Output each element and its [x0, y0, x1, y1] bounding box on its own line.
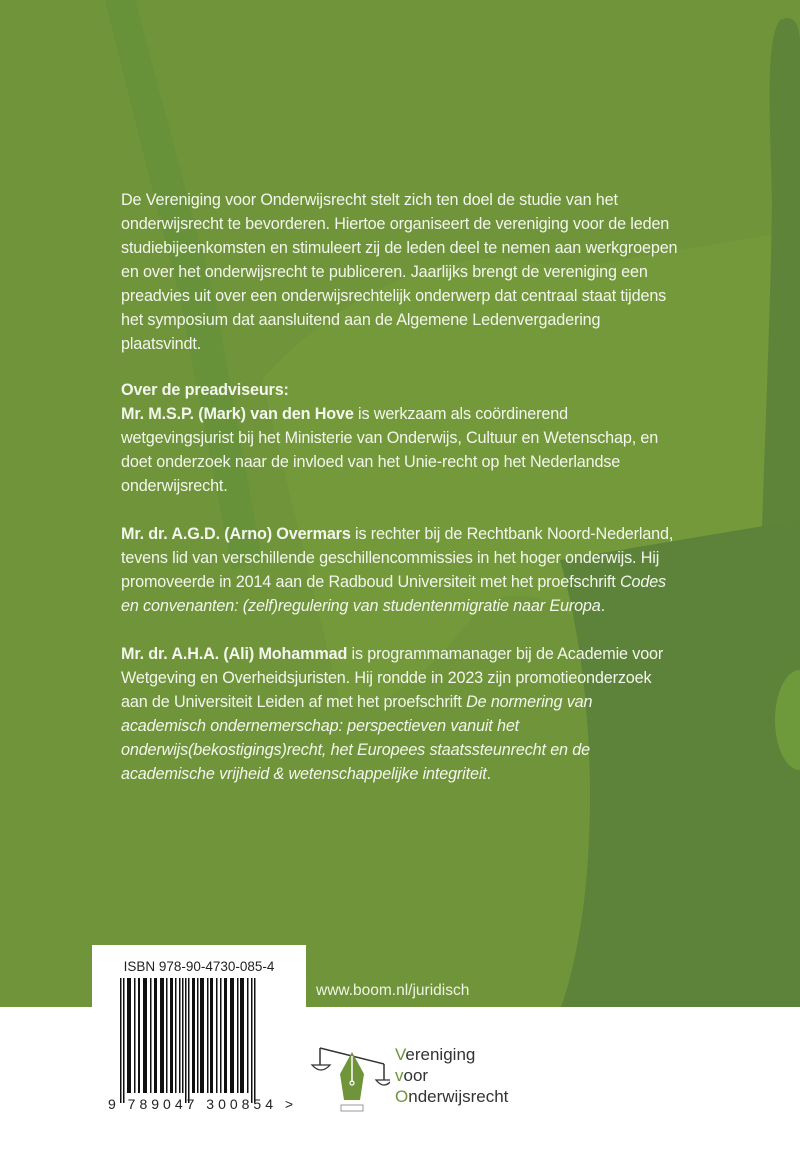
- barcode-digits: 9 789047 300854 >: [108, 1096, 298, 1112]
- advisor-text: is rechter bij de Rechtbank Noord-Nederland, tevens lid van verschillende geschillencommissies in het hoger onderwijs. Hij promoveerde in 2014 aan de Radboud Universiteit met het proefschrift: [121, 525, 674, 591]
- scales-pen-nib-icon: [310, 1040, 390, 1140]
- advisor-bio-1: [121, 402, 681, 498]
- back-cover-text: [121, 188, 681, 810]
- association-name: Vereniging voor Onderwijsrecht: [395, 1045, 509, 1106]
- advisor-name: Mr. dr. A.G.D. (Arno) Overmars: [121, 525, 351, 543]
- barcode-icon: [120, 978, 280, 1103]
- advisor-bio-2: Mr. dr. A.G.D. (Arno) Overmars is rechter bij de Rechtbank Noord-Nederland, tevens lid van verschillende geschillencommissies in het hoger onderwijs. Hij promoveerde in 2014 aan de Radboud Universiteit met het proefschrift Codes en convenanten: (zelf)regulering van studentenmigratie naar Europa.: [121, 525, 674, 615]
- advisor-name: Mr. M.S.P. (Mark) van den Hove: [121, 405, 354, 423]
- advisor-name: Mr. dr. A.H.A. (Ali) Mohammad: [121, 645, 348, 663]
- isbn-barcode: [92, 945, 306, 1125]
- advisors-heading: Over de preadviseurs:: [121, 381, 289, 399]
- website-link[interactable]: www.boom.nl/juridisch: [316, 982, 470, 999]
- advisor-text: is programmamanager bij de Academie voor Wetgeving en Overheidsjuristen. Hij rondde in 2023 zijn promotieonderzoek aan de Universiteit Leiden af met het proefschrift: [121, 645, 664, 711]
- isbn-label: ISBN 978-90-4730-085-4: [123, 959, 275, 974]
- thesis-title: Codes en convenanten: (zelf)regulering van studentenmigratie naar Europa: [121, 573, 666, 615]
- advisor-bio-3: Mr. dr. A.H.A. (Ali) Mohammad is programmamanager bij de Academie voor Wetgeving en Overheidsjuristen. Hij rondde in 2023 zijn promotieonderzoek aan de Universiteit Leiden af met het proefschrift De normering van academisch ondernemerschap: perspectieven vanuit het onderwijs(bekostigings)recht, het Europees staatssteunrecht en de academische vrijheid & wetenschappelijke integriteit.: [121, 645, 664, 783]
- association-logo: [310, 1040, 550, 1140]
- advisor-text: is werkzaam als coördinerend wetgevingsjurist bij het Ministerie van Onderwijs, Cultuur en Wetenschap, en doet onderzoek naar de invloed van het Unie-recht op het Nederlandse onderwijsrecht.: [121, 405, 659, 495]
- thesis-title: De normering van academisch ondernemerschap: perspectieven vanuit het onderwijs(bekostigings)recht, het Europees staatssteunrecht en de academische vrijheid & wetenschappelijke integriteit: [121, 693, 593, 783]
- association-description: De Vereniging voor Onderwijsrecht stelt zich ten doel de studie van het onderwijsrecht te bevorderen. Hiertoe organiseert de vereniging voor de leden studiebijeenkomsten en stimuleert zij de leden deel te nemen aan werkgroepen en over het onderwijsrecht te publiceren. Jaarlijks brengt de vereniging een preadvies uit over een onderwijsrechtelijk onderwerp dat centraal staat tijdens het symposium dat aansluitend aan de Algemene Ledenvergadering plaatsvindt.: [121, 191, 678, 353]
